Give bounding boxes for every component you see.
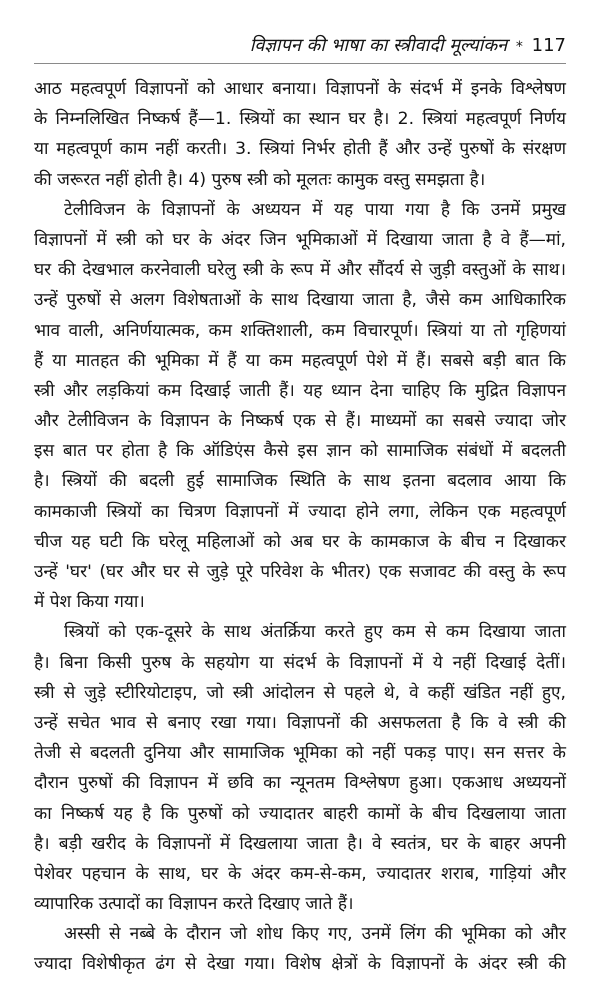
text-line: स्त्रियों को एक-दूसरे के साथ अंतर्क्रिया करते हुए कम से कम दिखाया जाता bbox=[64, 622, 566, 643]
paragraph-4 bbox=[34, 919, 566, 979]
text-line: या महत्वपूर्ण काम नहीं करती। 3. स्त्रियां निर्भर होती हैं और उन्हें पुरुषों के संरक्षण bbox=[34, 139, 566, 160]
text-line: उन्हें 'घर' (घर और घर से जुड़े पूरे परिवेश के भीतर) एक सजावट की वस्तु के रूप bbox=[34, 562, 566, 582]
text-line: के निम्नलिखित निष्कर्ष हैं—1. स्त्रियों का स्थान घर है। 2. स्त्रियां महत्वपूर्ण निर्णय bbox=[34, 109, 566, 130]
text-line: है। बड़ी खरीद के विज्ञापनों में दिखलाया जाता है। वे स्वतंत्र, घर के बाहर अपनी bbox=[34, 833, 566, 854]
text-line: ज्यादा विशेषीकृत ढंग से देखा गया। विशेष क्षेत्रों के विज्ञापनों के अंदर स्त्री की bbox=[34, 954, 566, 975]
text-line: पेशेवर पहचान के साथ, घर के अंदर कम-से-कम, ज्यादातर शराब, गाड़ियां और bbox=[34, 863, 566, 884]
text-line: तेजी से बदलती दुनिया और सामाजिक भूमिका को नहीं पकड़ पाए। सन सत्तर के bbox=[34, 743, 566, 764]
text-line: कामकाजी स्त्रियों का चित्रण विज्ञापनों में ज्यादा होने लगा, लेकिन एक महत्वपूर्ण bbox=[34, 501, 566, 522]
text-line: अस्सी से नब्बे के दौरान जो शोध किए गए, उनमें लिंग की भूमिका को और bbox=[64, 924, 566, 945]
text-line: विज्ञापनों में स्त्री को घर के अंदर जिन भूमिकाओं में दिखाया जाता है वे हैं—मां, bbox=[34, 229, 566, 250]
text-line: टेलीविजन के विज्ञापनों के अध्ययन में यह पाया गया है कि उनमें प्रमुख bbox=[64, 199, 566, 220]
header-rule bbox=[34, 63, 566, 64]
running-header bbox=[250, 34, 566, 59]
text-line: इस बात पर होता है कि ऑडिएंस कैसे इस ज्ञान को सामाजिक संबंधों में बदलती bbox=[34, 441, 566, 462]
paragraph-2 bbox=[34, 195, 566, 618]
text-line: है। स्त्रियों की बदली हुई सामाजिक स्थिति के साथ इतना बदलाव आया कि bbox=[34, 471, 566, 492]
text-line: स्त्री और लड़कियां कम दिखाई जाती हैं। यह ध्यान देना चाहिए कि मुद्रित विज्ञापन bbox=[34, 380, 566, 401]
text-line: घर की देखभाल करनेवाली घरेलु स्त्री के रूप में और सौंदर्य से जुड़ी वस्तुओं के साथ। bbox=[34, 260, 566, 281]
text-line: उन्हें पुरुषों से अलग विशेषताओं के साथ दिखाया जाता है, जैसे कम आधिकारिक bbox=[34, 290, 566, 311]
text-line: है। बिना किसी पुरुष के सहयोग या संदर्भ के विज्ञापनों में ये नहीं दिखाई देतीं। bbox=[34, 652, 566, 673]
text-line: और टेलीविजन के विज्ञापन के निष्कर्ष एक से हैं। माध्यमों का सबसे ज्यादा जोर bbox=[34, 411, 566, 432]
text-line: उन्हें सचेत भाव से बनाए रखा गया। विज्ञापनों की असफलता है कि वे स्त्री की bbox=[34, 712, 566, 733]
text-line: हैं या मातहत की भूमिका में हैं या कम महत्वपूर्ण पेशे में हैं। सबसे बड़ी बात कि bbox=[34, 350, 566, 371]
text-line: चीज यह घटी कि घरेलू महिलाओं को अब घर के कामकाज के बीच न दिखाकर bbox=[34, 531, 566, 552]
page-number: 117 bbox=[531, 35, 566, 56]
text-line: में पेश किया गया। bbox=[34, 592, 145, 613]
text-line: का निष्कर्ष यह है कि पुरुषों को ज्यादातर बाहरी कामों के बीच दिखलाया जाता bbox=[34, 803, 566, 824]
text-line: आठ महत्वपूर्ण विज्ञापनों को आधार बनाया। विज्ञापनों के संदर्भ में इनके विश्लेषण bbox=[34, 79, 566, 99]
paragraph-1 bbox=[34, 74, 566, 195]
chapter-title: विज्ञापन की भाषा का स्त्रीवादी मूल्यांकन bbox=[249, 35, 508, 56]
text-line: व्यापारिक उत्पादों का विज्ञापन करते दिखाए जाते हैं। bbox=[34, 894, 354, 915]
text-line: भाव वाली, अनिर्णयात्मक, कम शक्तिशाली, कम विचारपूर्ण। स्त्रियां या तो गृहिणयां bbox=[34, 320, 566, 341]
text-line: की जरूरत नहीं होती है। 4) पुरुष स्त्री को मूलतः कामुक वस्तु समझता है। bbox=[34, 169, 486, 190]
header-separator: * bbox=[515, 39, 523, 55]
text-line: दौरान पुरुषों की विज्ञापन में छवि का न्यूनतम विश्लेषण हुआ। एकआध अध्ययनों bbox=[34, 773, 566, 794]
text-line: स्त्री से जुड़े स्टीरियोटाइप, जो स्त्री आंदोलन से पहले थे, वे कहीं खंडित नहीं हुए, bbox=[34, 682, 566, 703]
body-text bbox=[34, 74, 566, 980]
paragraph-3 bbox=[34, 617, 566, 919]
